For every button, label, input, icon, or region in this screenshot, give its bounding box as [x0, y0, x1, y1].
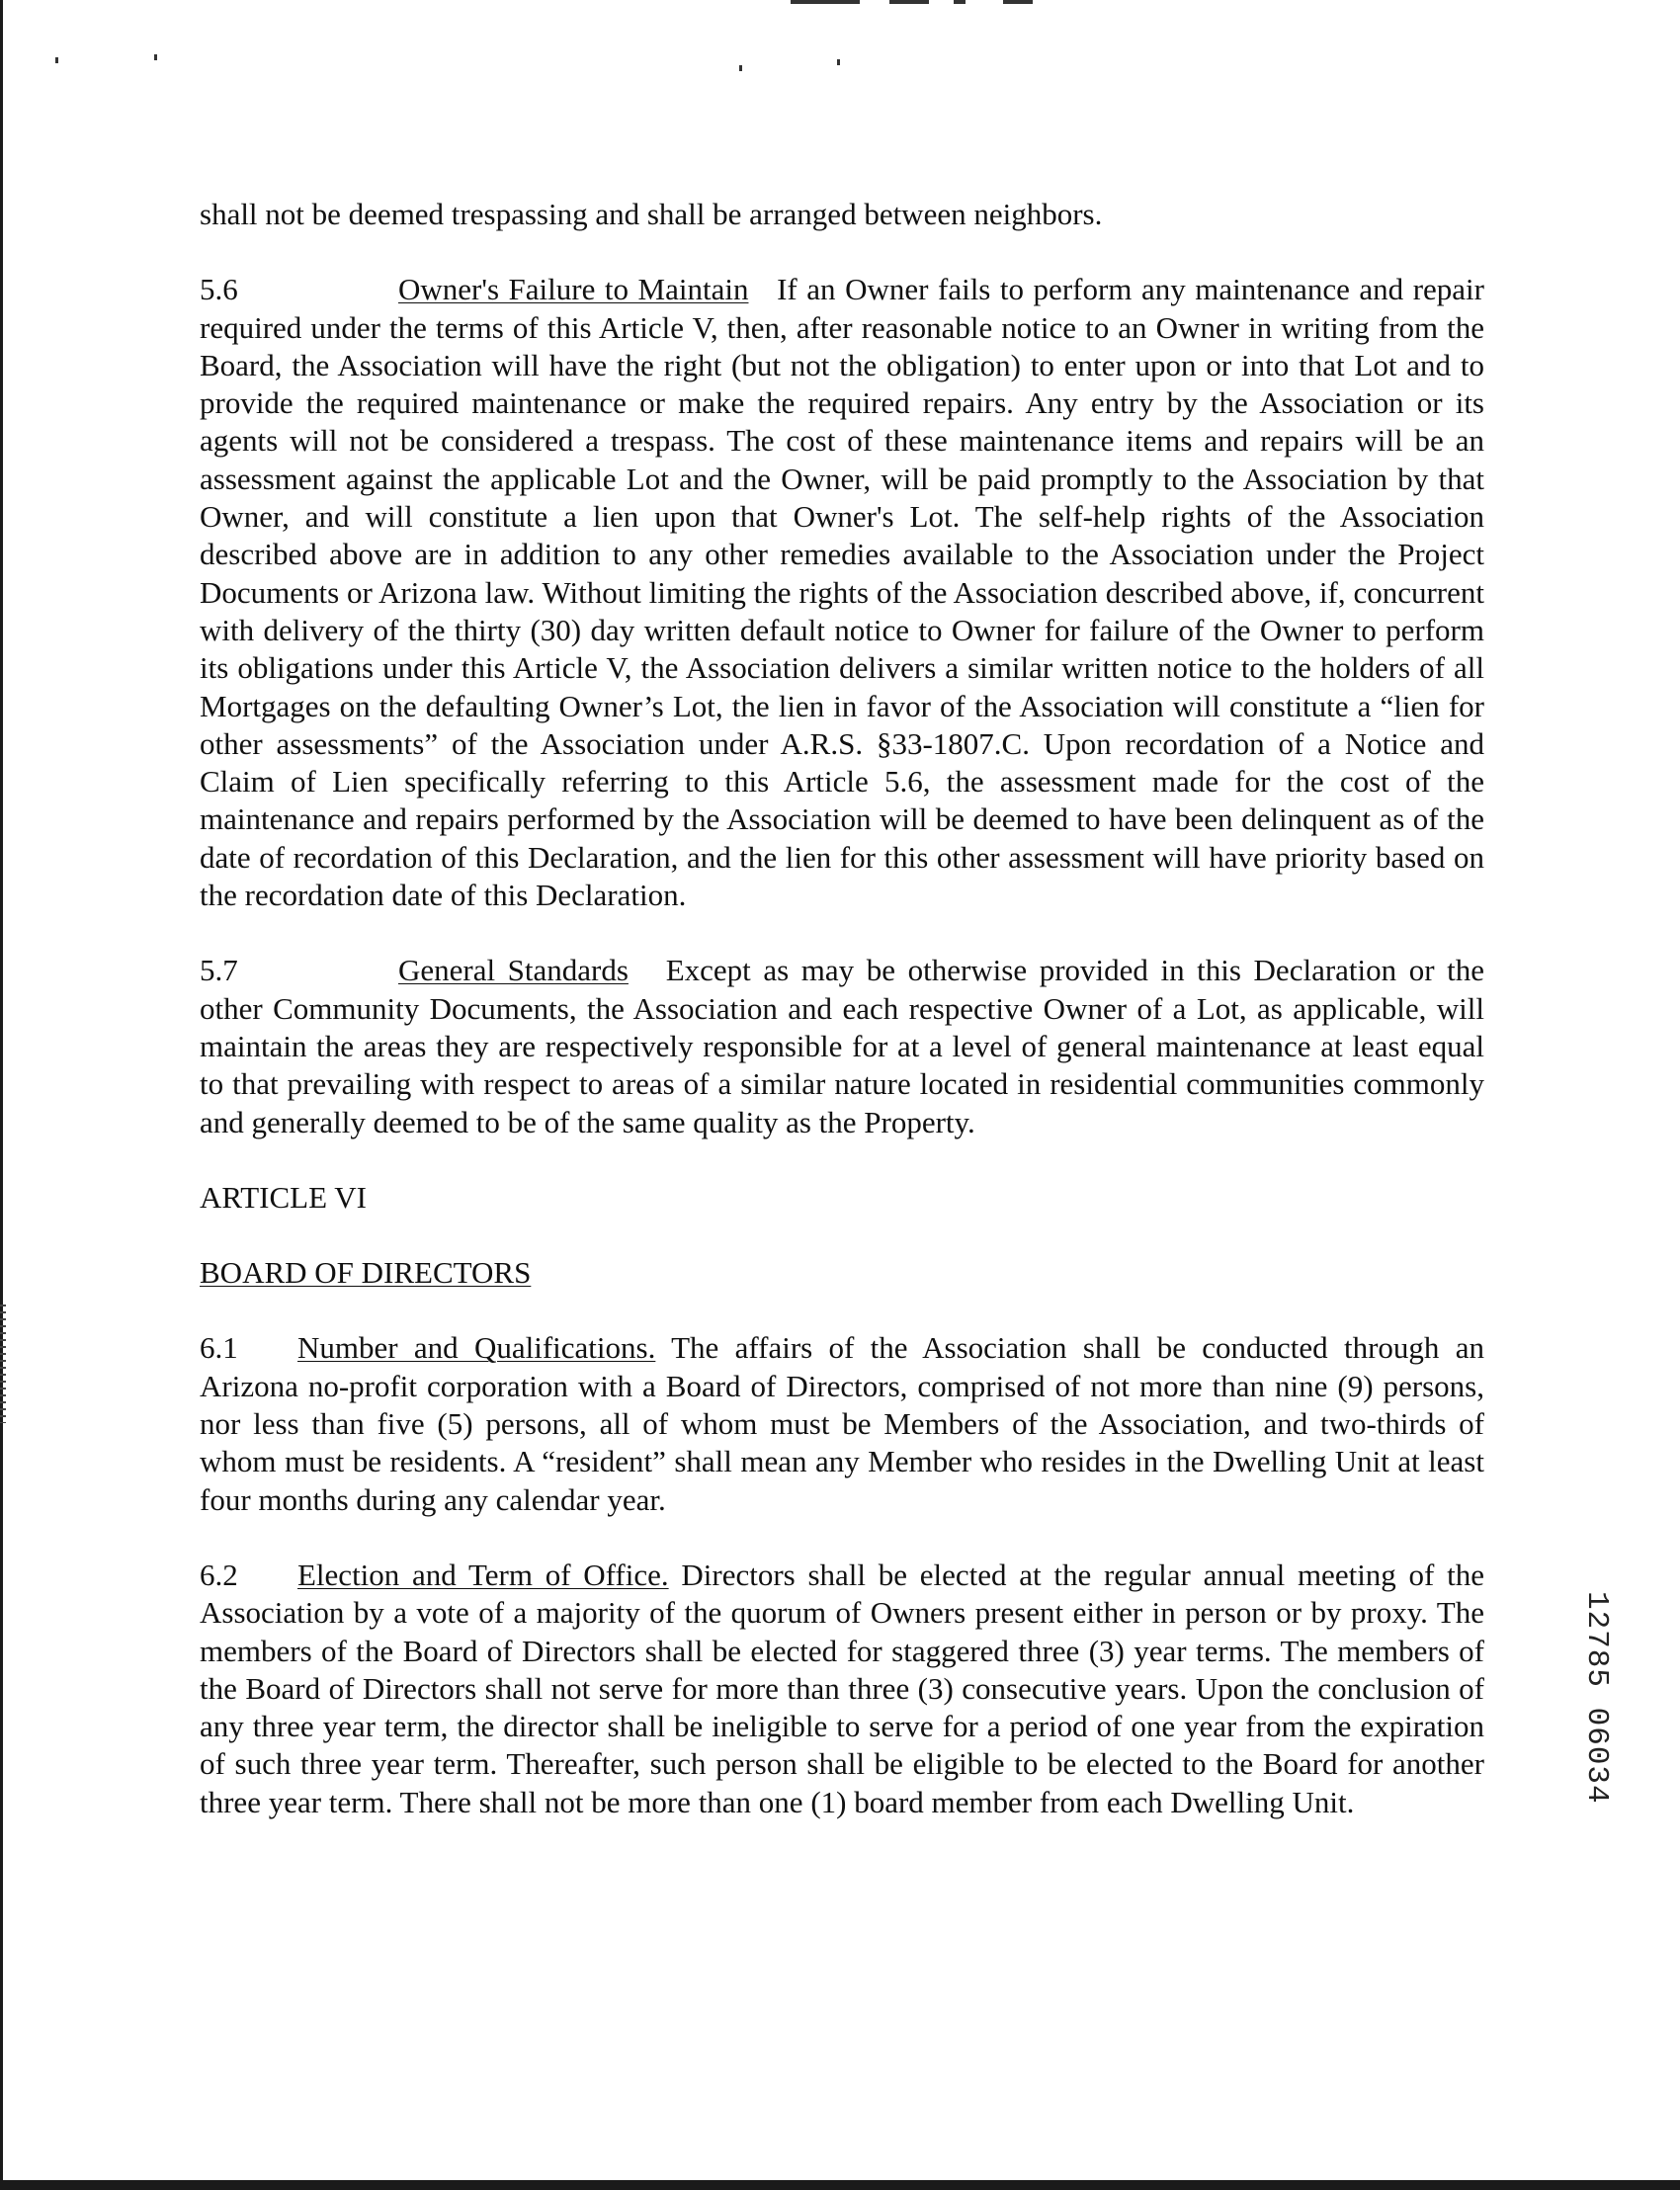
recording-stamp: 12785 06034	[1579, 1591, 1614, 1805]
scan-speck	[837, 59, 840, 65]
section-number: 5.6	[200, 272, 238, 307]
section-body: The affairs of the Association shall be conducted through an Arizona no-profit corporation with a Board of Directors, comprised of not more than nine (9) persons, nor less than five (5) persons, all of whom must be Members of the Association, and two-thirds of whom must be residents. A “resident” shall mean any Member who resides in the Dwelling Unit at least four months during any calendar year.	[200, 1330, 1484, 1517]
scan-speck	[154, 54, 157, 60]
section-6-2	[200, 1557, 1484, 1821]
section-5-7	[200, 952, 1484, 1140]
scan-speck	[739, 65, 742, 71]
section-5-6	[200, 271, 1484, 914]
section-heading: Number and Qualifications.	[297, 1330, 656, 1366]
top-fragment: shall not be deemed trespassing and shall be arranged between neighbors.	[200, 197, 1103, 231]
section-6-1	[200, 1329, 1484, 1518]
article-title: ARTICLE VI	[200, 1179, 367, 1215]
scan-edge-left	[0, 0, 3, 2190]
scan-edge-bottom	[0, 2180, 1680, 2190]
section-number: 5.7	[200, 953, 238, 988]
article-subtitle-text: BOARD OF DIRECTORS	[200, 1255, 532, 1291]
scan-top-smudge	[791, 0, 1033, 6]
article-subtitle	[200, 1254, 1484, 1292]
section-number: 6.2	[200, 1557, 238, 1592]
document-body	[200, 196, 1484, 1821]
section-heading: General Standards	[398, 953, 629, 988]
section-body: Except as may be otherwise provided in this Declaration or the other Community Documents, the Association and each respective Owner of a Lot, as applicable, will maintain the areas they are respectively responsible for at a level of general maintenance at least equal to that prevailing with respect to areas of a similar nature located in residential communities commonly and generally deemed to be of the same quality as the Property.	[200, 953, 1484, 1139]
scan-margin-ticks	[0, 1305, 6, 1423]
section-heading: Election and Term of Office.	[297, 1557, 669, 1592]
section-body: Directors shall be elected at the regular annual meeting of the Association by a vote of a majority of the quorum of Owners present either in person or by proxy. The members of the Board of Directors shall be elected for staggered three (3) year terms. The members of the Board of Directors shall not serve for more than three (3) consecutive years. Upon the conclusion of any three year term, the director shall be ineligible to serve for a period of one year from the expiration of such three year term. Thereafter, such person shall be eligible to be elected to the Board for another three year term. There shall not be more than one (1) board member from each Dwelling Unit.	[200, 1557, 1484, 1819]
scan-speck	[55, 57, 58, 63]
section-number: 6.1	[200, 1330, 238, 1366]
section-body: If an Owner fails to perform any maintenance and repair required under the terms of this Article V, then, after reasonable notice to an Owner in writing from the Board, the Association will have the right (but not the obligation) to enter upon or into that Lot and to provide the required maintenance or make the required repairs. Any entry by the Association or its agents will not be considered a trespass. The cost of these maintenance items and repairs will be an assessment against the applicable Lot and the Owner, will be paid promptly to the Association by that Owner, and will constitute a lien upon that Owner's Lot. The self-help rights of the Association described above are in addition to any other remedies available to the Association under the Project Documents or Arizona law. Without limiting the rights of the Association described above, if, concurrent with delivery of the thirty (30) day written default notice to Owner for failure of the Owner to perform its obligations under this Article V, the Association delivers a similar written notice to the holders of all Mortgages on the defaulting Owner’s Lot, the lien in favor of the Association will constitute a “lien for other assessments” of the Association under A.R.S. §33-1807.C. Upon recordation of a Notice and Claim of Lien specifically referring to this Article 5.6, the assessment made for the cost of the maintenance and repairs performed by the Association will be deemed to have been delinquent as of the date of recordation of this Declaration, and the lien for this other assessment will have priority based on the recordation date of this Declaration.	[200, 272, 1484, 913]
section-heading: Owner's Failure to Maintain	[398, 272, 749, 307]
